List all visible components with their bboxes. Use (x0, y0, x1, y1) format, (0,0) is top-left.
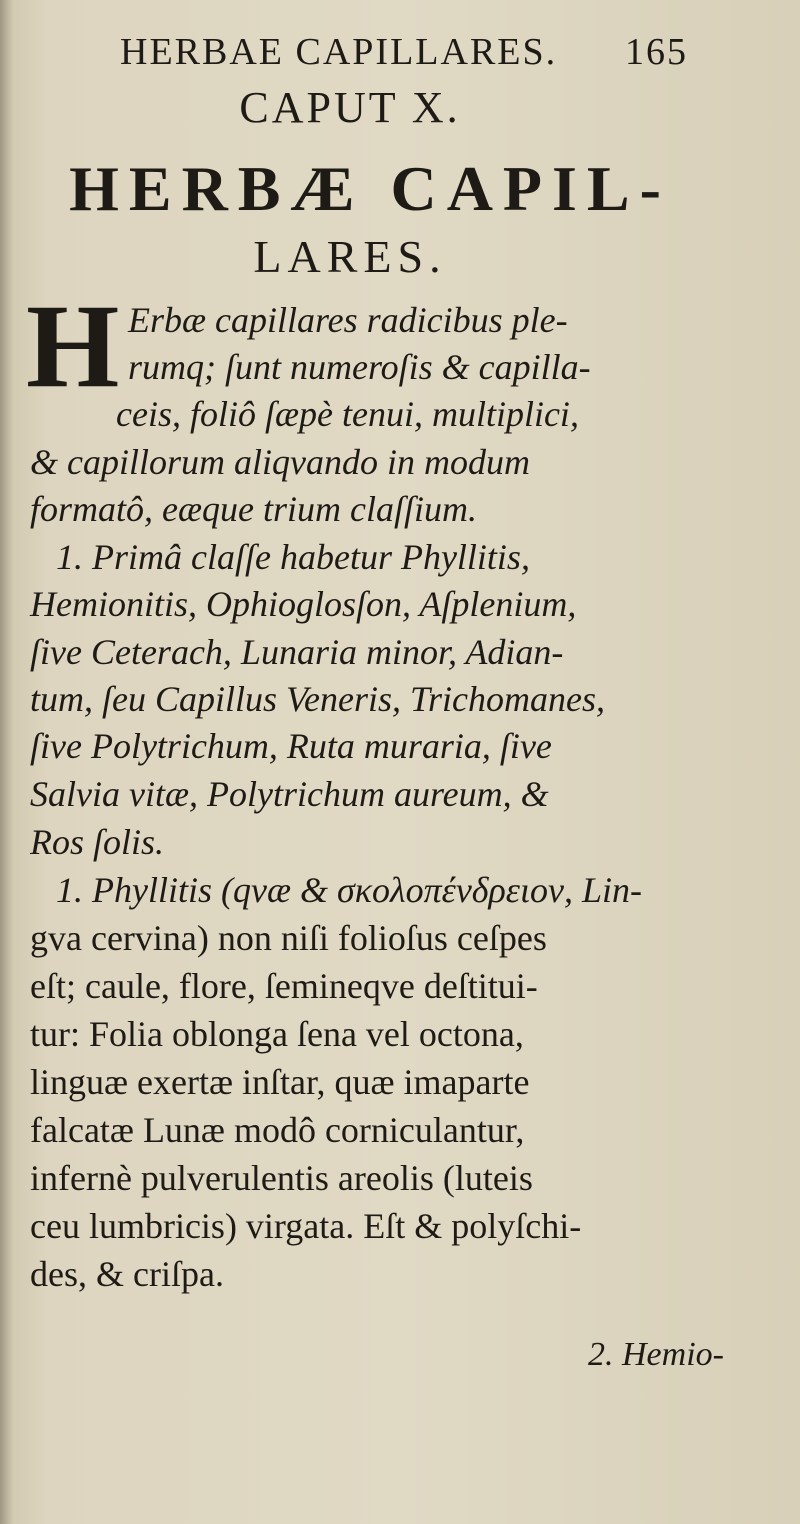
text-line: ceu lumbricis) virgata. Eſt & polyſchi- (30, 1206, 582, 1246)
text-line: eſt; caule, flore, ſemineqve deſtitui- (30, 966, 538, 1006)
running-head-title: HERBAE CAPILLARES. (120, 31, 558, 73)
text-line: Hemionitis, Ophioglosſon, Aſplenium, (30, 584, 577, 624)
running-head (120, 30, 688, 80)
text-line: tur: Folia oblonga ſena vel octona, (30, 1014, 524, 1054)
text-line: formatô, eæque trium claſſium. (30, 489, 477, 529)
text-line: ſive Ceterach, Lunaria minor, Adian- (30, 632, 564, 672)
text-line: falcatæ Lunæ modô corniculantur, (30, 1110, 525, 1150)
chapter-title-continued: LARES. (253, 231, 447, 282)
text-line: 1. Primâ claſſe habetur Phyllitis, (56, 537, 530, 577)
text-line: rumq; ſunt numeroſis & capilla- (128, 347, 591, 387)
chapter-title: HERBÆ CAPIL- (69, 153, 671, 224)
text-line: 1. Phyllitis (qvæ & σκολοπένδρειον, Lin- (56, 870, 642, 910)
text-line: infernè pulverulentis areolis (luteis (30, 1158, 533, 1198)
catchword: 2. Hemio- (588, 1336, 724, 1373)
text-line: gva cervina) non niſi folioſus ceſpes (30, 918, 547, 958)
text-line: ceis, foliô ſæpè tenui, multiplici, (116, 394, 579, 434)
text-line: ſive Polytrichum, Ruta muraria, ſive (30, 726, 552, 766)
text-line: tum, ſeu Capillus Veneris, Trichomanes, (30, 679, 605, 719)
chapter-heading: CAPUT X. (239, 83, 461, 132)
text-line: linguæ exertæ inſtar, quæ imaparte (30, 1062, 530, 1102)
text-line: des, & criſpa. (30, 1254, 224, 1294)
text-line: Erbæ capillares radicibus ple- (128, 300, 568, 340)
page-gutter (0, 0, 14, 1524)
drop-capital: H (26, 279, 120, 412)
text-line: Ros ſolis. (30, 822, 165, 862)
page-number: 165 (625, 31, 688, 73)
text-line: & capillorum aliqvando in modum (30, 442, 530, 482)
text-line: Salvia vitæ, Polytrichum aureum, & (30, 774, 549, 814)
